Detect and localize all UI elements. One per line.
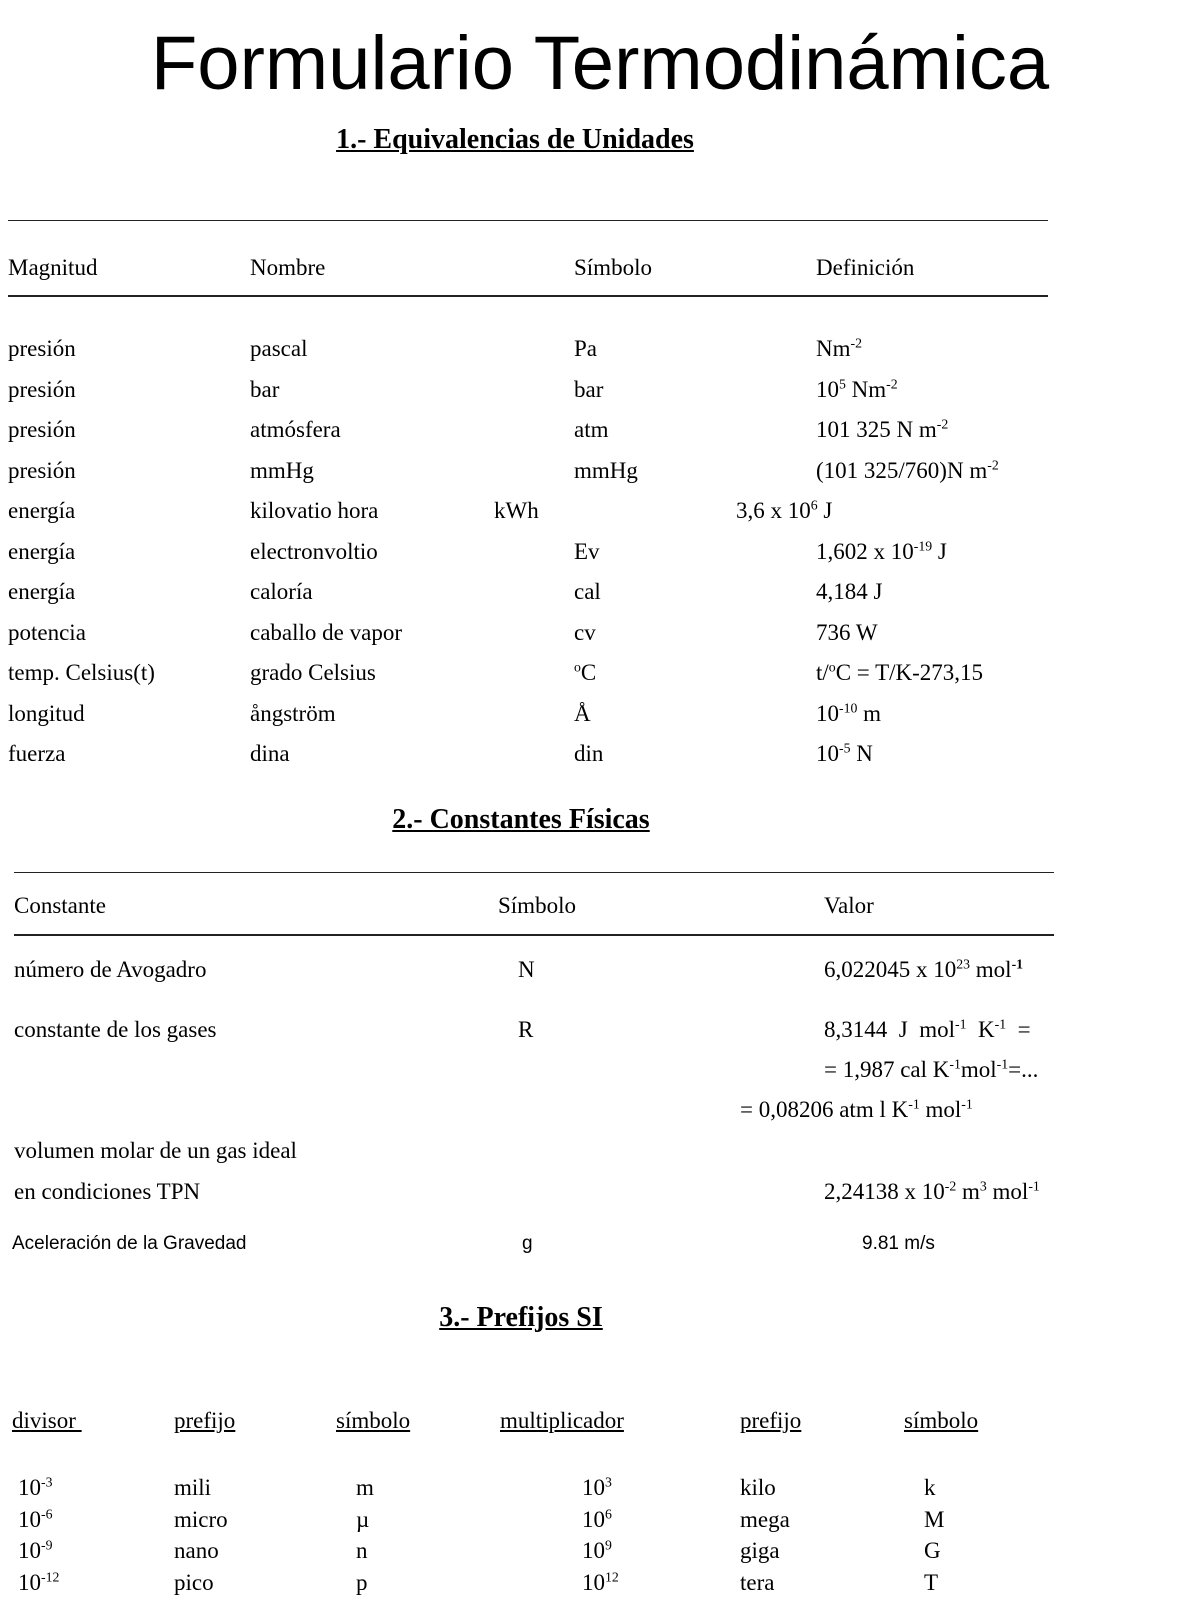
header-magnitud: Magnitud (8, 255, 98, 280)
unit-magnitude: presión (8, 417, 76, 442)
molar-volume-name-1: volumen molar de un gas ideal (14, 1138, 297, 1163)
prefix-divisor: $10^{-12}$ (18, 1568, 60, 1595)
unit-symbol: mmHg (574, 457, 638, 483)
prefix-name-large: mega (740, 1506, 790, 1532)
unit-definition: $10^5$ $Nm^{-2}$ (816, 375, 898, 402)
unit-definition: $10^{-5}$ N (816, 740, 873, 766)
unit-name: kilovatio hora (250, 498, 379, 523)
header-simbolo-multiplicador: símbolo (904, 1408, 979, 1433)
unit-definition: t/$^o$C = T/K-273,15 (816, 659, 984, 685)
unit-symbol: Å (574, 700, 591, 726)
prefix-name-large: giga (740, 1538, 780, 1563)
prefix-name-large: tera (740, 1569, 775, 1595)
header-multiplicador: multiplicador (500, 1408, 624, 1433)
unit-magnitude: fuerza (8, 741, 66, 766)
prefix-symbol-large: G (924, 1538, 941, 1563)
unit-name: grado Celsius (250, 660, 376, 685)
prefix-divisor: $10^{-3}$ (18, 1474, 53, 1500)
section-3-heading: 3.- Prefijos SI (439, 1302, 603, 1333)
table-1-top-rule (8, 220, 1048, 221)
prefix-multiplier: $10^6$ (582, 1505, 612, 1532)
unit-magnitude: presión (8, 376, 76, 402)
prefix-name-small: micro (174, 1506, 228, 1532)
avogadro-name: número de Avogadro (14, 957, 207, 982)
header-prefijo-divisor: prefijo (174, 1408, 236, 1433)
unit-symbol: Ev (574, 538, 600, 564)
unit-magnitude: presión (8, 457, 76, 483)
unit-symbol: cv (574, 619, 596, 645)
unit-symbol: atm (574, 417, 609, 442)
unit-name: pascal (250, 336, 308, 361)
unit-name: dina (250, 741, 290, 766)
header-simbolo-divisor: símbolo (336, 1408, 411, 1433)
gravity-name: Aceleración de la Gravedad (12, 1233, 247, 1254)
prefix-name-small: nano (174, 1538, 219, 1563)
prefix-multiplier: $10^9$ (582, 1537, 612, 1563)
gas-constant-value-2: = 1,987 cal $K^{-1}mol^{-1}=$... (824, 1056, 1039, 1082)
header-prefijo-multiplicador: prefijo (740, 1408, 802, 1433)
prefix-name-small: pico (174, 1569, 214, 1595)
unit-definition: 4,184 J (816, 579, 883, 604)
table-2-header-rule (14, 934, 1054, 936)
unit-name: electronvoltio (250, 538, 378, 564)
unit-symbol: kWh (494, 498, 539, 523)
unit-definition: 736 W (816, 619, 878, 645)
header-definicion: Definición (816, 255, 915, 280)
prefix-divisor: $10^{-6}$ (18, 1505, 53, 1532)
header-constante: Constante (14, 893, 106, 918)
unit-magnitude: potencia (8, 619, 86, 645)
prefix-name-large: kilo (740, 1475, 776, 1500)
header-simbolo: Símbolo (574, 255, 652, 280)
unit-definition: 101 325 N $m^{-2}$ (816, 416, 949, 442)
unit-name: caloría (250, 579, 313, 604)
prefix-symbol-small: m (356, 1475, 374, 1500)
gas-constant-value-3: = 0,08206 atm l $K^{-1}$ mol$^{-1}$ (740, 1096, 973, 1122)
header-divisor: divisor (12, 1408, 82, 1433)
prefix-symbol-small: n (356, 1538, 368, 1563)
table-2-top-rule (14, 872, 1054, 873)
unit-symbol: bar (574, 376, 604, 402)
unit-name: ångström (250, 700, 336, 726)
unit-magnitude: energía (8, 498, 76, 523)
prefix-symbol-small: p (356, 1569, 368, 1595)
unit-magnitude: temp. Celsius(t) (8, 660, 155, 685)
prefix-name-small: mili (174, 1475, 212, 1500)
molar-volume-name-2: en condiciones TPN (14, 1179, 201, 1204)
header-simbolo-constantes: Símbolo (498, 893, 576, 918)
section-1-heading: 1.- Equivalencias de Unidades (336, 124, 694, 155)
gas-constant-value-1: 8,3144 J mol$^{-1}$ $K^{-1}$ = (824, 1016, 1031, 1042)
gas-constant-name: constante de los gases (14, 1017, 217, 1042)
prefix-symbol-large: M (924, 1506, 945, 1532)
header-nombre: Nombre (250, 255, 326, 280)
document-title: Formulario Termodinámica (150, 21, 1050, 106)
prefix-symbol-large: k (924, 1475, 936, 1500)
unit-symbol: Pa (574, 336, 597, 361)
unit-name: atmósfera (250, 417, 341, 442)
prefix-multiplier: $10^3$ (582, 1474, 612, 1500)
unit-definition: 1,602 x $10^{-19}$ J (816, 537, 947, 564)
unit-symbol: din (574, 741, 604, 766)
unit-magnitude: presión (8, 336, 76, 361)
gas-constant-symbol: R (518, 1017, 534, 1042)
table-1-header-rule (8, 295, 1048, 297)
unit-definition: $10^{-10}$ m (816, 699, 882, 726)
prefix-divisor: $10^{-9}$ (18, 1537, 53, 1563)
avogadro-value: 6,022045 x $10^{23}$ mol$^{-1}$ (824, 956, 1024, 982)
unit-magnitude: energía (8, 538, 76, 564)
molar-volume-value: 2,24138 x $10^{-2}$ $m^3$ mol$^{-1}$ (824, 1178, 1040, 1204)
section-2-heading: 2.- Constantes Físicas (392, 804, 650, 835)
unit-symbol: $^o$C (574, 659, 597, 685)
gravity-symbol: g (522, 1233, 533, 1254)
unit-definition: (101 325/760)N $m^{-2}$ (816, 456, 999, 483)
unit-name: mmHg (250, 457, 314, 483)
prefix-symbol-large: T (924, 1569, 939, 1595)
avogadro-symbol: N (518, 957, 535, 982)
unit-symbol: cal (574, 579, 601, 604)
unit-name: caballo de vapor (250, 619, 402, 645)
unit-definition: 3,6 x $10^6$ J (736, 497, 833, 523)
unit-definition: $Nm^{-2}$ (816, 335, 862, 361)
unit-name: bar (250, 376, 280, 402)
unit-magnitude: longitud (8, 700, 85, 726)
prefix-multiplier: $10^{12}$ (582, 1568, 619, 1595)
gravity-value: 9.81 m/s (862, 1233, 935, 1254)
unit-magnitude: energía (8, 579, 76, 604)
prefix-symbol-small: µ (356, 1506, 370, 1532)
header-valor: Valor (824, 893, 874, 918)
